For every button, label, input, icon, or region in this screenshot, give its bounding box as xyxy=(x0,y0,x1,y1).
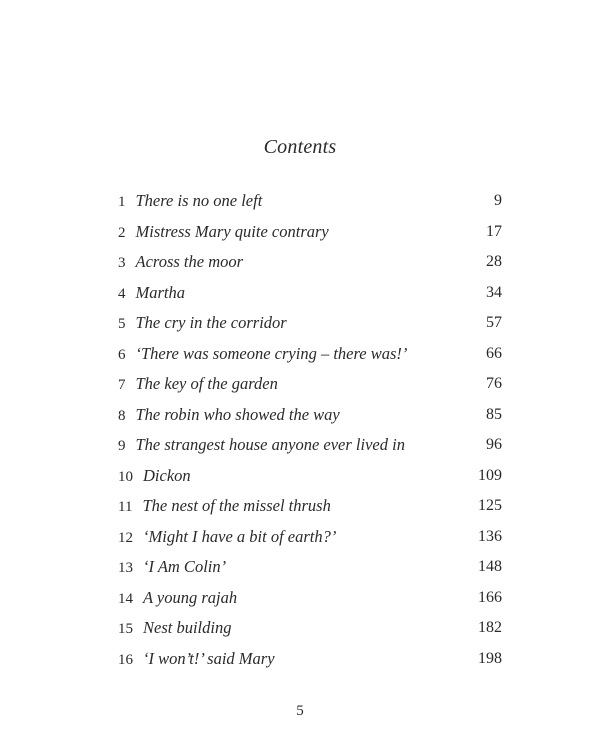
chapter-title: The robin who showed the way xyxy=(135,404,340,424)
table-of-contents xyxy=(118,186,502,674)
page-number: 109 xyxy=(478,466,502,484)
chapter-title: ‘I Am Colin’ xyxy=(143,557,227,576)
toc-entry-12 xyxy=(118,522,502,553)
toc-entry-14 xyxy=(118,583,502,614)
page-number: 136 xyxy=(478,527,502,545)
chapter-title: Martha xyxy=(135,282,185,302)
toc-entry-2 xyxy=(118,217,502,248)
chapter-title: ‘I won’t!’ said Mary xyxy=(143,648,275,668)
chapter-number: 11 xyxy=(118,499,133,515)
toc-entry-15 xyxy=(118,613,502,644)
toc-entry-6 xyxy=(118,339,502,370)
chapter-number: 16 xyxy=(118,651,133,668)
page-number: 198 xyxy=(478,649,502,667)
chapter-number: 10 xyxy=(118,468,133,485)
chapter-number: 3 xyxy=(118,255,126,271)
chapter-title: Dickon xyxy=(143,465,191,485)
toc-entry-1 xyxy=(118,186,502,217)
page-number: 96 xyxy=(486,436,502,453)
page-number: 85 xyxy=(486,405,502,423)
page-number: 76 xyxy=(486,375,502,392)
chapter-title: The key of the garden xyxy=(135,374,278,393)
page-number: 182 xyxy=(478,619,502,636)
chapter-title: Nest building xyxy=(143,618,232,637)
toc-entry-16 xyxy=(118,644,502,675)
chapter-title: There is no one left xyxy=(135,191,263,210)
page-number: 28 xyxy=(486,253,502,270)
contents-heading: Contents xyxy=(263,136,337,158)
chapter-number: 7 xyxy=(118,377,126,393)
folio-page-number: 5 xyxy=(296,703,304,719)
chapter-number: 4 xyxy=(118,285,126,302)
chapter-number: 8 xyxy=(118,407,126,424)
chapter-number: 14 xyxy=(118,590,133,607)
chapter-number: 1 xyxy=(118,194,126,210)
chapter-number: 2 xyxy=(118,224,126,241)
page-number: 66 xyxy=(486,344,502,362)
chapter-number: 6 xyxy=(118,346,126,363)
chapter-title: ‘There was someone crying – there was!’ xyxy=(135,343,408,363)
toc-entry-8 xyxy=(118,400,502,431)
toc-entry-5 xyxy=(118,308,502,339)
page-number: 125 xyxy=(478,497,502,514)
chapter-title: Across the moor xyxy=(135,252,244,271)
page-number: 57 xyxy=(486,314,502,331)
toc-entry-13 xyxy=(118,552,502,583)
chapter-number: 5 xyxy=(118,316,126,332)
chapter-title: The cry in the corridor xyxy=(135,313,287,332)
chapter-number: 13 xyxy=(118,560,133,576)
page-number: 9 xyxy=(494,192,502,209)
toc-entry-10 xyxy=(118,461,502,492)
toc-entry-9 xyxy=(118,430,502,461)
chapter-title: The nest of the missel thrush xyxy=(142,496,331,515)
page-number: 148 xyxy=(478,558,502,575)
page-number: 17 xyxy=(486,222,502,240)
page-number: 166 xyxy=(478,588,502,606)
toc-entry-4 xyxy=(118,278,502,309)
chapter-number: 15 xyxy=(118,621,133,637)
toc-entry-11 xyxy=(118,491,502,522)
page-number: 34 xyxy=(486,283,502,301)
chapter-title: Mistress Mary quite contrary xyxy=(135,221,329,241)
chapter-title: The strangest house anyone ever lived in xyxy=(135,435,405,454)
chapter-title: A young rajah xyxy=(143,587,238,607)
toc-entry-7 xyxy=(118,369,502,400)
toc-entry-3 xyxy=(118,247,502,278)
chapter-title: ‘Might I have a bit of earth?’ xyxy=(143,526,337,546)
chapter-number: 12 xyxy=(118,529,133,546)
chapter-number: 9 xyxy=(118,438,126,454)
